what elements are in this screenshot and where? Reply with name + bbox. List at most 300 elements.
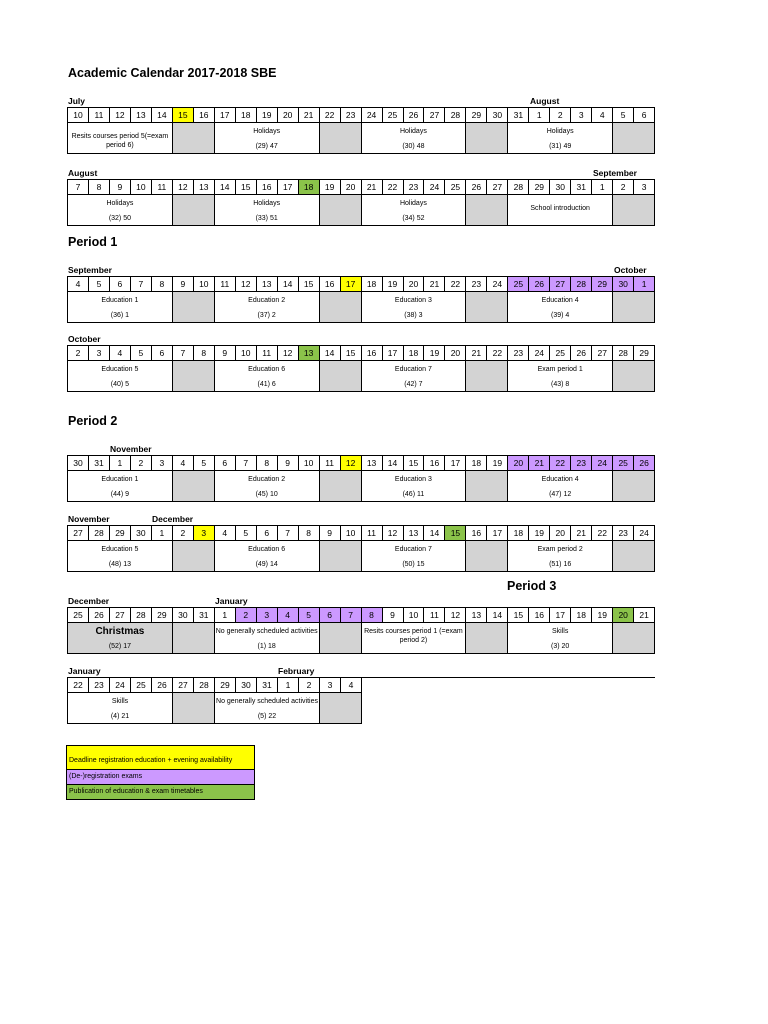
day-cell: 30 (613, 277, 634, 292)
day-cell: 19 (424, 346, 445, 361)
week-activity: Education 3 (394, 476, 432, 483)
page-title: Academic Calendar 2017-2018 SBE (68, 66, 277, 80)
week-activity: Education 2 (248, 297, 286, 304)
day-cell: 8 (152, 277, 173, 292)
day-cell: 2 (68, 346, 89, 361)
day-cell: 19 (592, 608, 613, 623)
week-row (67, 292, 655, 323)
week-activity: Education 6 (248, 546, 286, 553)
week-number: (40) 5 (110, 381, 130, 388)
weekend-cell (173, 123, 215, 154)
day-cell: 24 (362, 108, 383, 123)
week-cell (215, 195, 320, 226)
day-cell: 31 (571, 180, 592, 195)
day-cell: 22 (487, 346, 508, 361)
week-cell (68, 541, 173, 572)
week-row (67, 123, 655, 154)
weekend-cell (466, 195, 508, 226)
day-cell: 21 (362, 180, 383, 195)
day-cell: 12 (236, 277, 257, 292)
day-row (67, 677, 655, 693)
calendar-block-dec-jan (67, 596, 655, 654)
day-cell: 25 (445, 180, 466, 195)
day-cell: 8 (257, 456, 278, 471)
week-row (67, 471, 655, 502)
weekend-cell (173, 693, 215, 724)
day-cell: 17 (487, 526, 508, 541)
day-cell: 18 (404, 346, 425, 361)
month-label: September (593, 168, 637, 178)
week-number: (43) 8 (551, 381, 570, 388)
week-cell (508, 361, 613, 392)
day-cell: 11 (257, 346, 278, 361)
month-labels (67, 168, 655, 179)
weekend-cell (320, 693, 362, 724)
day-cell: 15 (299, 277, 320, 292)
day-cell: 26 (634, 456, 655, 471)
day-cell: 9 (215, 346, 236, 361)
month-label: October (614, 265, 647, 275)
day-cell: 26 (152, 678, 173, 693)
day-cell: 14 (487, 608, 508, 623)
week-number: (47) 12 (549, 491, 572, 498)
day-cell: 4 (278, 608, 299, 623)
week-cell (215, 292, 320, 323)
legend (66, 745, 255, 800)
week-number: (29) 47 (255, 143, 278, 150)
day-cell: 29 (634, 346, 655, 361)
day-cell: 30 (550, 180, 571, 195)
day-cell: 21 (529, 456, 550, 471)
day-cell: 5 (299, 608, 320, 623)
week-activity: Exam period 1 (537, 366, 583, 373)
week-cell (362, 623, 467, 654)
day-cell: 21 (466, 346, 487, 361)
weekend-cell (320, 361, 362, 392)
day-cell: 29 (529, 180, 550, 195)
weekend-cell (613, 471, 655, 502)
day-cell: 21 (634, 608, 655, 623)
day-cell: 24 (110, 678, 131, 693)
legend-item-registration: (De-)registration exams (67, 769, 254, 784)
day-cell: 27 (550, 277, 571, 292)
day-cell: 14 (152, 108, 173, 123)
day-cell: 18 (508, 526, 529, 541)
week-cell (215, 361, 320, 392)
week-cell (68, 471, 173, 502)
week-cell (362, 123, 467, 154)
day-cell: 5 (89, 277, 110, 292)
week-number: (49) 14 (255, 561, 278, 568)
day-cell: 15 (445, 526, 466, 541)
day-cell: 17 (383, 346, 404, 361)
legend-item-publication: Publication of education & exam timetables (67, 784, 254, 799)
month-labels (67, 444, 655, 455)
week-number: (46) 11 (402, 491, 425, 498)
month-label: December (152, 514, 194, 524)
week-activity: Holidays (399, 200, 427, 207)
day-cell: 6 (320, 608, 341, 623)
day-cell: 15 (236, 180, 257, 195)
day-cell: 4 (110, 346, 131, 361)
day-cell: 10 (194, 277, 215, 292)
day-cell: 29 (466, 108, 487, 123)
week-cell (508, 541, 613, 572)
week-cell (68, 292, 173, 323)
day-cell: 28 (508, 180, 529, 195)
day-cell: 11 (215, 277, 236, 292)
day-cell: 15 (341, 346, 362, 361)
day-cell: 20 (278, 108, 299, 123)
week-activity: Education 4 (541, 476, 579, 483)
day-cell: 2 (131, 456, 152, 471)
week-cell (215, 123, 320, 154)
day-cell: 18 (571, 608, 592, 623)
week-activity: Resits courses period 1 (=exam period 2) (364, 628, 463, 644)
day-cell: 13 (194, 180, 215, 195)
day-cell: 28 (571, 277, 592, 292)
week-activity: Christmas (95, 626, 145, 637)
week-activity: No generally scheduled activities (215, 628, 318, 635)
day-cell: 24 (529, 346, 550, 361)
week-cell (68, 693, 173, 724)
week-activity: Education 7 (394, 546, 432, 553)
weekend-cell (613, 623, 655, 654)
week-activity: Resits courses period 5(=exam period 6) (71, 133, 169, 149)
week-number: (3) 20 (551, 643, 570, 650)
week-activity: No generally scheduled activities (216, 698, 318, 705)
week-number: (38) 3 (404, 312, 423, 319)
day-cell: 26 (404, 108, 425, 123)
day-cell: 10 (131, 180, 152, 195)
period-2-heading: Period 2 (68, 414, 118, 428)
day-cell: 8 (194, 346, 215, 361)
day-cell: 11 (362, 526, 383, 541)
period-3-heading: Period 3 (507, 579, 557, 593)
weekend-cell (613, 541, 655, 572)
day-cell: 24 (487, 277, 508, 292)
day-cell: 7 (278, 526, 299, 541)
week-number: (33) 51 (255, 215, 278, 222)
weekend-cell (466, 471, 508, 502)
day-cell: 22 (383, 180, 404, 195)
week-cell (215, 541, 320, 572)
week-number: (34) 52 (402, 215, 425, 222)
day-cell: 21 (571, 526, 592, 541)
day-cell: 28 (194, 678, 215, 693)
day-cell: 5 (236, 526, 257, 541)
legend-item-deadline: Deadline registration education + evening availability (67, 746, 254, 769)
day-cell: 30 (131, 526, 152, 541)
week-cell (508, 623, 613, 654)
weekend-cell (613, 292, 655, 323)
day-cell: 7 (341, 608, 362, 623)
day-cell: 4 (592, 108, 613, 123)
day-cell: 4 (173, 456, 194, 471)
weekend-cell (320, 623, 362, 654)
weekend-cell (466, 541, 508, 572)
month-label: September (68, 265, 112, 275)
day-cell: 1 (592, 180, 613, 195)
weekend-cell (613, 361, 655, 392)
day-cell: 27 (173, 678, 194, 693)
calendar-block-nov (67, 444, 655, 502)
day-cell: 6 (257, 526, 278, 541)
day-cell: 21 (424, 277, 445, 292)
week-activity: Skills (551, 628, 569, 635)
day-cell: 9 (320, 526, 341, 541)
day-cell: 15 (173, 108, 194, 123)
week-number: (50) 15 (402, 561, 425, 568)
day-cell: 6 (215, 456, 236, 471)
week-cell (68, 123, 173, 154)
day-cell: 22 (550, 456, 571, 471)
day-row (67, 607, 655, 623)
day-cell: 20 (508, 456, 529, 471)
day-cell: 12 (383, 526, 404, 541)
day-cell: 3 (571, 108, 592, 123)
day-cell: 13 (362, 456, 383, 471)
weekend-cell (466, 292, 508, 323)
day-cell: 3 (257, 608, 278, 623)
week-activity: Education 2 (248, 476, 286, 483)
week-cell (215, 471, 320, 502)
day-cell: 16 (362, 346, 383, 361)
month-labels (67, 666, 655, 677)
month-label: November (68, 514, 110, 524)
day-cell: 4 (341, 678, 362, 693)
day-cell: 19 (529, 526, 550, 541)
day-cell: 1 (634, 277, 655, 292)
day-cell: 16 (466, 526, 487, 541)
day-row (67, 345, 655, 361)
month-labels (67, 265, 655, 276)
week-number: (4) 21 (110, 713, 130, 720)
day-cell: 8 (362, 608, 383, 623)
weekend-cell (173, 292, 215, 323)
week-activity: Holidays (546, 128, 574, 135)
calendar-block-jan-feb (67, 666, 655, 724)
week-number: (48) 13 (108, 561, 131, 568)
week-activity: Education 5 (101, 366, 139, 373)
week-cell (508, 195, 613, 226)
week-row (67, 195, 655, 226)
day-cell: 6 (634, 108, 655, 123)
day-cell: 27 (424, 108, 445, 123)
weekend-cell (613, 195, 655, 226)
day-cell: 3 (320, 678, 341, 693)
week-cell (362, 361, 467, 392)
day-cell: 14 (383, 456, 404, 471)
day-cell: 8 (299, 526, 320, 541)
day-row (67, 179, 655, 195)
day-cell: 27 (110, 608, 131, 623)
day-cell: 13 (257, 277, 278, 292)
day-row (67, 525, 655, 541)
week-cell (362, 541, 467, 572)
month-labels (67, 334, 655, 345)
day-cell: 28 (445, 108, 466, 123)
day-cell: 21 (299, 108, 320, 123)
day-cell: 28 (613, 346, 634, 361)
day-cell: 27 (592, 346, 613, 361)
day-cell: 20 (445, 346, 466, 361)
day-cell: 12 (445, 608, 466, 623)
day-cell: 14 (278, 277, 299, 292)
calendar-block-sep-oct (67, 265, 655, 323)
week-number: (5) 22 (257, 713, 277, 720)
day-cell: 11 (89, 108, 110, 123)
day-cell: 17 (445, 456, 466, 471)
day-cell: 2 (236, 608, 257, 623)
weekend-cell (320, 292, 362, 323)
weekend-cell (466, 123, 508, 154)
weekend-cell (320, 471, 362, 502)
day-cell: 23 (613, 526, 634, 541)
day-cell: 15 (404, 456, 425, 471)
day-cell: 12 (110, 108, 131, 123)
day-cell: 14 (320, 346, 341, 361)
day-cell: 17 (550, 608, 571, 623)
day-cell: 20 (404, 277, 425, 292)
day-cell: 9 (173, 277, 194, 292)
day-cell: 23 (404, 180, 425, 195)
day-cell: 22 (445, 277, 466, 292)
day-cell: 3 (152, 456, 173, 471)
weekend-cell (173, 623, 215, 654)
week-row (67, 623, 655, 654)
weekend-cell (173, 361, 215, 392)
day-cell: 29 (592, 277, 613, 292)
calendar-block-nov-dec (67, 514, 655, 572)
day-cell: 31 (194, 608, 215, 623)
month-label: November (110, 444, 152, 454)
day-cell: 3 (89, 346, 110, 361)
day-cell: 13 (404, 526, 425, 541)
day-cell: 23 (571, 456, 592, 471)
week-number: (32) 50 (108, 215, 131, 222)
day-cell: 6 (152, 346, 173, 361)
day-cell: 2 (613, 180, 634, 195)
day-cell: 4 (215, 526, 236, 541)
day-cell: 25 (383, 108, 404, 123)
calendar-block-oct (67, 334, 655, 392)
day-cell: 6 (110, 277, 131, 292)
day-cell: 13 (299, 346, 320, 361)
day-cell: 11 (424, 608, 445, 623)
week-cell (362, 195, 467, 226)
day-cell: 24 (634, 526, 655, 541)
weekend-cell (173, 195, 215, 226)
period-1-heading: Period 1 (68, 235, 118, 249)
day-cell: 10 (236, 346, 257, 361)
week-activity: School introduction (530, 205, 590, 212)
day-cell: 18 (466, 456, 487, 471)
day-cell: 10 (68, 108, 89, 123)
week-cell (508, 292, 613, 323)
day-cell: 7 (173, 346, 194, 361)
week-activity: Holidays (106, 200, 134, 207)
day-cell: 25 (68, 608, 89, 623)
week-number: (31) 49 (549, 143, 572, 150)
weekend-cell (613, 123, 655, 154)
month-label: August (530, 96, 560, 106)
weekend-cell (466, 623, 508, 654)
day-cell: 11 (320, 456, 341, 471)
day-cell: 20 (341, 180, 362, 195)
day-cell: 9 (383, 608, 404, 623)
day-cell: 19 (487, 456, 508, 471)
week-activity: Education 6 (248, 366, 286, 373)
day-cell: 14 (215, 180, 236, 195)
week-cell (508, 471, 613, 502)
day-cell: 1 (278, 678, 299, 693)
week-row (67, 361, 655, 392)
day-cell: 24 (424, 180, 445, 195)
week-number: (45) 10 (255, 491, 278, 498)
day-cell: 11 (152, 180, 173, 195)
week-number: (44) 9 (110, 491, 130, 498)
day-cell: 31 (89, 456, 110, 471)
day-cell: 14 (424, 526, 445, 541)
week-cell (215, 623, 320, 654)
day-row (67, 107, 655, 123)
week-activity: Education 1 (101, 297, 139, 304)
week-activity: Holidays (253, 128, 281, 135)
day-cell: 31 (508, 108, 529, 123)
day-cell: 25 (550, 346, 571, 361)
day-cell: 30 (68, 456, 89, 471)
week-cell (215, 693, 320, 724)
day-cell: 19 (383, 277, 404, 292)
day-cell: 25 (613, 456, 634, 471)
weekend-cell (320, 195, 362, 226)
day-cell: 30 (173, 608, 194, 623)
day-cell: 26 (571, 346, 592, 361)
day-cell: 15 (508, 608, 529, 623)
week-number: (1) 18 (257, 643, 276, 650)
day-cell: 16 (529, 608, 550, 623)
month-label: February (278, 666, 315, 676)
day-cell: 19 (257, 108, 278, 123)
day-cell: 20 (550, 526, 571, 541)
month-labels (67, 596, 655, 607)
day-cell: 1 (529, 108, 550, 123)
week-cell (362, 471, 467, 502)
month-labels (67, 96, 655, 107)
day-cell: 25 (131, 678, 152, 693)
day-cell: 7 (68, 180, 89, 195)
calendar-block-aug-sep (67, 168, 655, 226)
day-cell: 30 (236, 678, 257, 693)
day-cell: 7 (131, 277, 152, 292)
day-cell: 17 (215, 108, 236, 123)
day-cell: 22 (320, 108, 341, 123)
day-cell: 16 (424, 456, 445, 471)
day-cell: 23 (89, 678, 110, 693)
calendar-block-jul-aug (67, 96, 655, 154)
day-cell: 12 (341, 456, 362, 471)
day-cell: 12 (173, 180, 194, 195)
day-cell: 26 (529, 277, 550, 292)
week-activity: Education 5 (101, 546, 139, 553)
day-row (67, 276, 655, 292)
day-cell: 2 (550, 108, 571, 123)
day-cell: 25 (508, 277, 529, 292)
month-label: January (68, 666, 101, 676)
day-cell: 5 (131, 346, 152, 361)
weekend-cell (173, 541, 215, 572)
